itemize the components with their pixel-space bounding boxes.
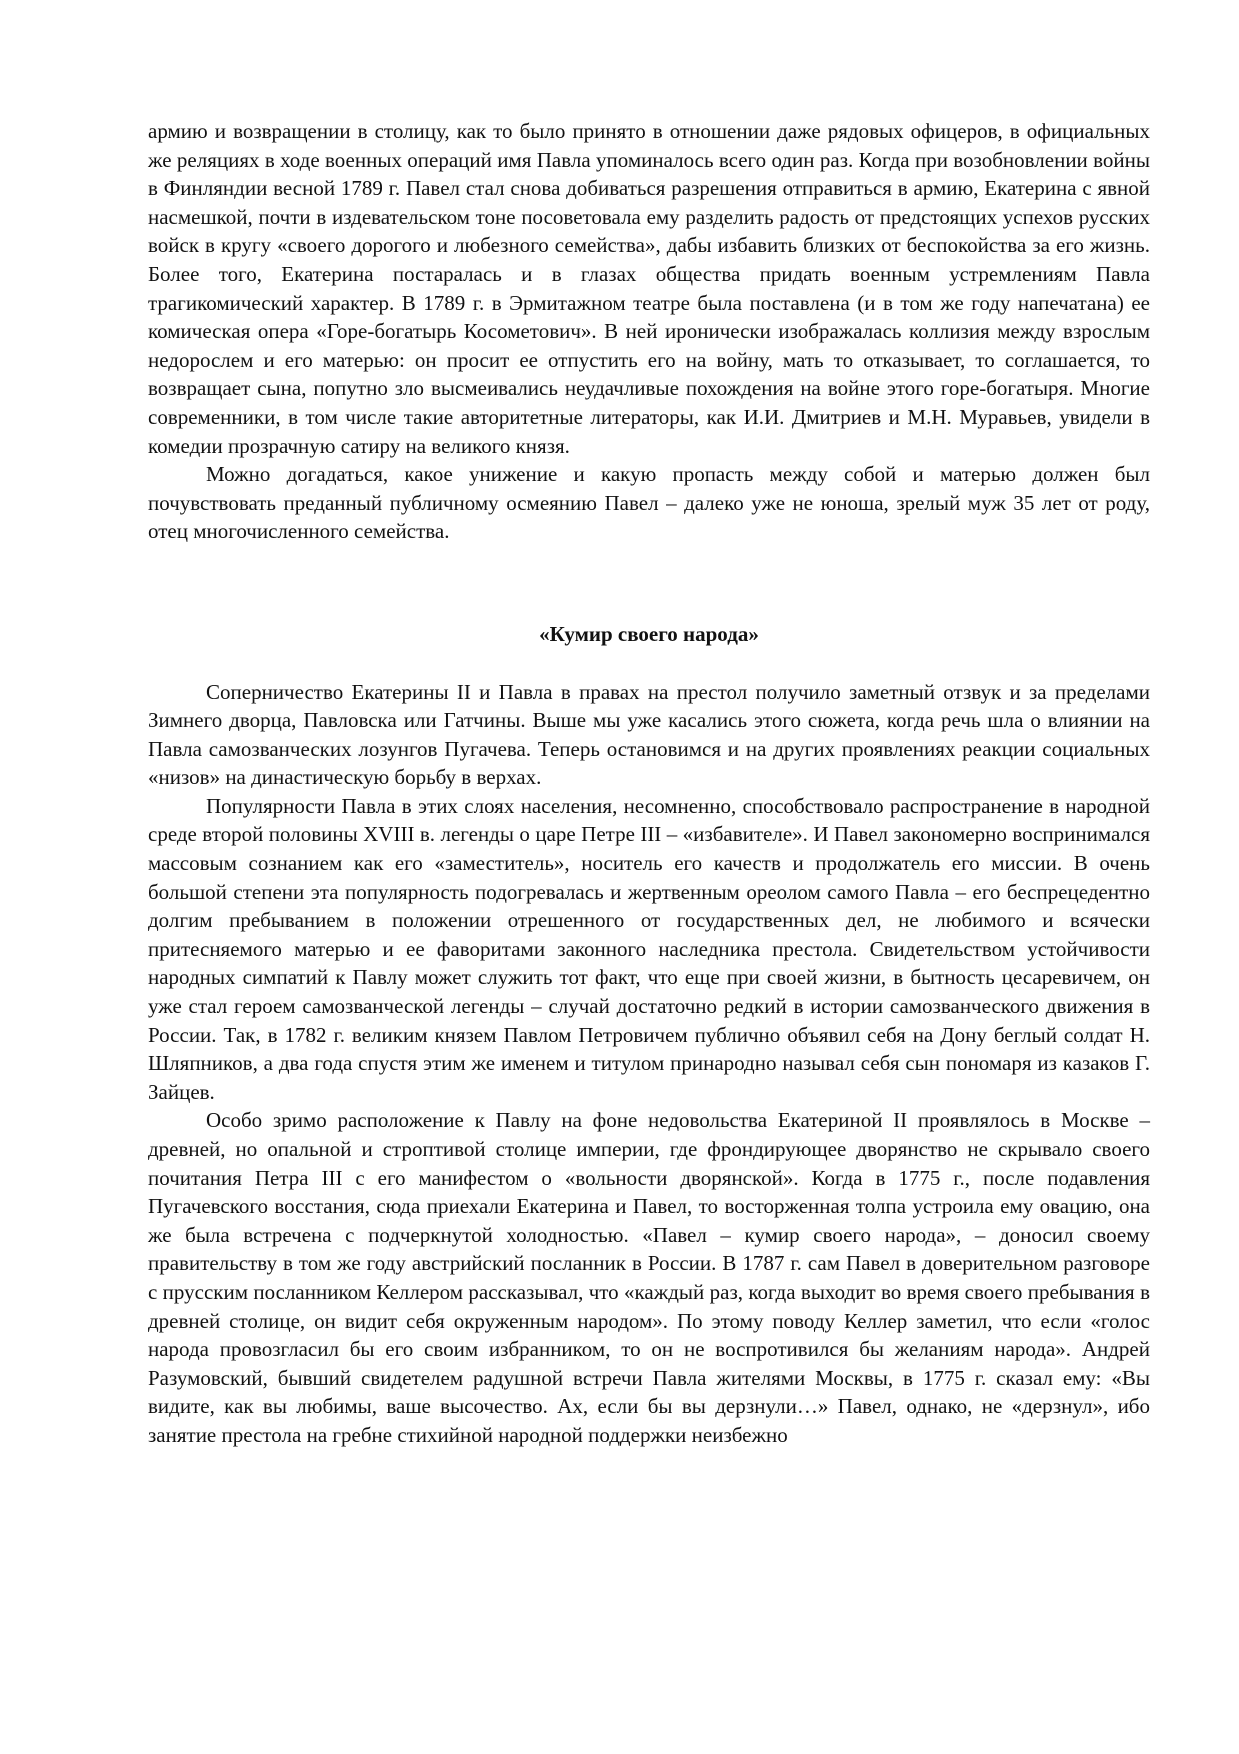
title-spacer: [148, 649, 1150, 678]
paragraph: Особо зримо расположение к Павлу на фоне недовольства Екатериной II проявлялось в Москве – древней, но опальной и строптивой столице империи, где фрондирующее дворянство не скрывало своего почитания Петра III с его манифестом о «вольности дворянской». Когда в 1775 г., после подавления Пугачевского восстания, сюда приехали Екатерина и Павел, то восторженная толпа устроила ему овацию, она же была встречена с подчеркнутой холодностью. «Павел – кумир своего народа», – доносил своему правительству в том же году австрийский посланник в России. В 1787 г. сам Павел в доверительном разговоре с прусским посланником Келлером рассказывал, что «каждый раз, когда выходит во время своего пребывания в древней столице, он видит себя окруженным народом». По этому поводу Келлер заметил, что если «голос народа провозгласил бы его своим избранником, то он не воспротивился бы желаниям народа». Андрей Разумовский, бывший свидетелем радушной встречи Павла жителями Москвы, в 1775 г. сказал ему: «Вы видите, как вы любимы, ваше высочество. Ах, если бы вы дерзнули…» Павел, однако, не «дерзнул», ибо занятие престола на гребне стихийной народной поддержки неизбежно: [148, 1108, 1150, 1447]
section-spacer: [148, 546, 1150, 620]
section-title: «Кумир своего народа»: [539, 621, 759, 646]
paragraph: Можно догадаться, какое унижение и какую пропасть между собой и матерью должен был почувствовать преданный публичному осмеянию Павел – далеко уже не юноша, зрелый муж 35 лет от роду, отец многочисленного семейства.: [148, 462, 1150, 544]
paragraph: Популярности Павла в этих слоях населения, несомненно, способствовало распространение в народной среде второй половины XVIII в. легенды о царе Петре III – «избавителе». И Павел закономерно воспринимался массовым сознанием как его «заместитель», носитель его качеств и продолжатель его миссии. В очень большой степени эта популярность подогревалась и жертвенным ореолом самого Павла – его беспрецедентно долгим пребыванием в положении отрешенного от государственных дел, не любимого и всячески притесняемого матерью и ее фаворитами законного наследника престола. Свидетельством устойчивости народных симпатий к Павлу может служить тот факт, что еще при своей жизни, в бытность цесаревичем, он уже стал героем самозванческой легенды – случай достаточно редкий в истории самозванческого движения в России. Так, в 1782 г. великим князем Павлом Петровичем публично объявил себя на Дону беглый солдат Н. Шляпников, а два года спустя этим же именем и титулом принародно называл себя сын пономаря из казаков Г. Зайцев.: [148, 793, 1150, 1104]
paragraph-continued: армию и возвращении в столицу, как то было принято в отношении даже рядовых офицеров, в официальных же реляциях в ходе военных операций имя Павла упоминалось всего один раз. Когда при возобновлении войны в Финляндии весной 1789 г. Павел стал снова добиваться разрешения отправиться в армию, Екатерина с явной насмешкой, почти в издевательском тоне посоветовала ему разделить радость от предстоящих успехов русских войск в кругу «своего дорогого и любезного семейства», дабы избавить близких от беспокойства за его жизнь. Более того, Екатерина постаралась и в глазах общества придать военным устремлениям Павла трагикомический характер. В 1789 г. в Эрмитажном театре была поставлена (и в том же году напечатана) ее комическая опера «Горе-богатырь Косометович». В ней иронически изображалась коллизия между взрослым недорослем и его матерью: он просит ее отпустить его на войну, мать то отказывает, то соглашается, то возвращает сына, попутно зло высмеивались неудачливые похождения на войне этого горе-богатыря. Многие современники, в том числе такие авторитетные литераторы, как И.И. Дмитриев и М.Н. Муравьев, увидели в комедии прозрачную сатиру на великого князя.: [148, 119, 1150, 458]
paragraph: Соперничество Екатерины II и Павла в правах на престол получило заметный отзвук и за пределами Зимнего дворца, Павловска или Гатчины. Выше мы уже касались этого сюжета, когда речь шла о влиянии на Павла самозванческих лозунгов Пугачева. Теперь остановимся и на других проявлениях реакции социальных «низов» на династическую борьбу в верхах.: [148, 679, 1150, 790]
document-page: [148, 117, 1150, 1450]
